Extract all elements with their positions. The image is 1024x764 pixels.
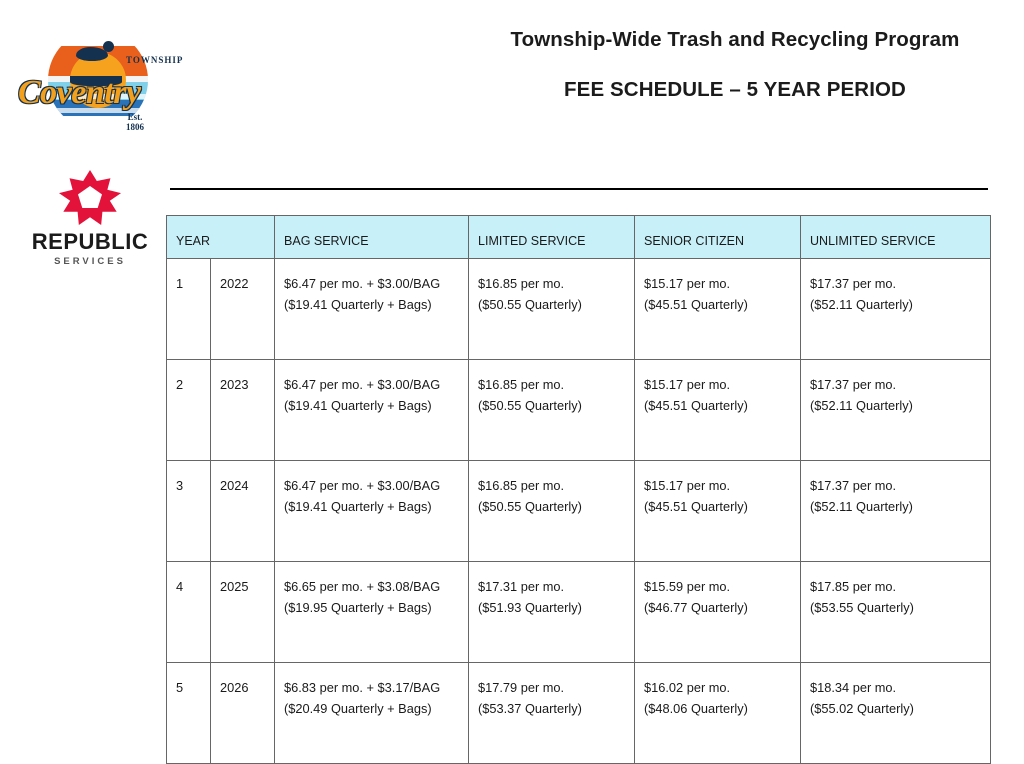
limited-rate: $16.85 per mo. [478,478,565,493]
cell-bag-service [275,259,469,360]
republic-services-label: SERVICES [54,256,126,267]
unlimited-quarterly: ($52.11 Quarterly) [810,297,913,312]
republic-services-logo [25,170,155,265]
limited-quarterly: ($50.55 Quarterly) [478,297,582,312]
senior-rate: $15.17 per mo. [644,377,731,392]
cell-unlimited-service [801,360,991,461]
limited-rate: $16.85 per mo. [478,276,565,291]
cell-bag-service [275,562,469,663]
bag-quarterly: ($19.41 Quarterly + Bags) [284,297,432,312]
cell-unlimited-service [801,259,991,360]
column-header-unlimited-service: UNLIMITED SERVICE [801,216,991,259]
senior-rate: $15.59 per mo. [644,579,731,594]
unlimited-rate: $17.37 per mo. [810,478,897,493]
limited-rate: $17.79 per mo. [478,680,565,695]
bag-rate: $6.65 per mo. + $3.08/BAG [284,579,441,594]
row-number: 3 [167,461,211,562]
row-number: 4 [167,562,211,663]
senior-rate: $15.17 per mo. [644,276,731,291]
table-row [167,259,991,360]
coventry-township-logo [18,30,184,132]
cell-limited-service [469,562,635,663]
bag-rate: $6.47 per mo. + $3.00/BAG [284,478,441,493]
bag-quarterly: ($19.95 Quarterly + Bags) [284,600,432,615]
cell-senior-citizen [635,663,801,764]
document-header [0,0,1024,150]
bag-quarterly: ($19.41 Quarterly + Bags) [284,398,432,413]
table-row [167,461,991,562]
table-header-row [167,216,991,259]
cell-senior-citizen [635,461,801,562]
column-header-senior-citizen: SENIOR CITIZEN [635,216,801,259]
table-row [167,562,991,663]
established-label: Est. [127,112,143,122]
bag-quarterly: ($19.41 Quarterly + Bags) [284,499,432,514]
senior-rate: $15.17 per mo. [644,478,731,493]
bag-quarterly: ($20.49 Quarterly + Bags) [284,701,432,716]
bag-rate: $6.47 per mo. + $3.00/BAG [284,377,441,392]
title-block [470,28,1000,102]
row-year: 2024 [211,461,275,562]
bag-rate: $6.47 per mo. + $3.00/BAG [284,276,441,291]
horizontal-divider [170,188,988,190]
unlimited-quarterly: ($53.55 Quarterly) [810,600,914,615]
coventry-township-text: TOWNSHIP [126,55,184,65]
unlimited-rate: $17.37 per mo. [810,377,897,392]
cell-senior-citizen [635,259,801,360]
cell-bag-service [275,663,469,764]
limited-quarterly: ($53.37 Quarterly) [478,701,582,716]
limited-quarterly: ($50.55 Quarterly) [478,499,582,514]
column-header-year: YEAR [167,216,275,259]
cell-senior-citizen [635,360,801,461]
unlimited-quarterly: ($55.02 Quarterly) [810,701,914,716]
senior-rate: $16.02 per mo. [644,680,731,695]
column-header-limited-service: LIMITED SERVICE [469,216,635,259]
fee-schedule-table [166,215,991,764]
row-year: 2026 [211,663,275,764]
row-year: 2025 [211,562,275,663]
unlimited-rate: $17.85 per mo. [810,579,897,594]
row-number: 5 [167,663,211,764]
senior-quarterly: ($46.77 Quarterly) [644,600,748,615]
cell-limited-service [469,663,635,764]
column-header-bag-service: BAG SERVICE [275,216,469,259]
cell-limited-service [469,259,635,360]
senior-quarterly: ($45.51 Quarterly) [644,297,748,312]
cell-unlimited-service [801,663,991,764]
table-row [167,663,991,764]
row-number: 1 [167,259,211,360]
cell-limited-service [469,360,635,461]
established-year: 1806 [126,122,144,132]
cell-limited-service [469,461,635,562]
senior-quarterly: ($45.51 Quarterly) [644,398,748,413]
cell-bag-service [275,461,469,562]
unlimited-rate: $17.37 per mo. [810,276,897,291]
page-subtitle: FEE SCHEDULE – 5 YEAR PERIOD [564,78,906,101]
row-year: 2023 [211,360,275,461]
table-row [167,360,991,461]
republic-star-icon [59,170,121,225]
coventry-established-text [126,112,144,132]
limited-rate: $16.85 per mo. [478,377,565,392]
republic-wordmark: REPUBLIC [31,229,149,254]
duck-icon [76,47,108,61]
limited-quarterly: ($50.55 Quarterly) [478,398,582,413]
page-title: Township-Wide Trash and Recycling Program [510,28,960,51]
row-number: 2 [167,360,211,461]
senior-quarterly: ($45.51 Quarterly) [644,499,748,514]
unlimited-rate: $18.34 per mo. [810,680,897,695]
cell-unlimited-service [801,461,991,562]
cell-senior-citizen [635,562,801,663]
limited-rate: $17.31 per mo. [478,579,565,594]
cell-bag-service [275,360,469,461]
unlimited-quarterly: ($52.11 Quarterly) [810,499,913,514]
cell-unlimited-service [801,562,991,663]
senior-quarterly: ($48.06 Quarterly) [644,701,748,716]
coventry-wordmark: Coventry [18,74,141,111]
row-year: 2022 [211,259,275,360]
bag-rate: $6.83 per mo. + $3.17/BAG [284,680,441,695]
unlimited-quarterly: ($52.11 Quarterly) [810,398,913,413]
limited-quarterly: ($51.93 Quarterly) [478,600,582,615]
